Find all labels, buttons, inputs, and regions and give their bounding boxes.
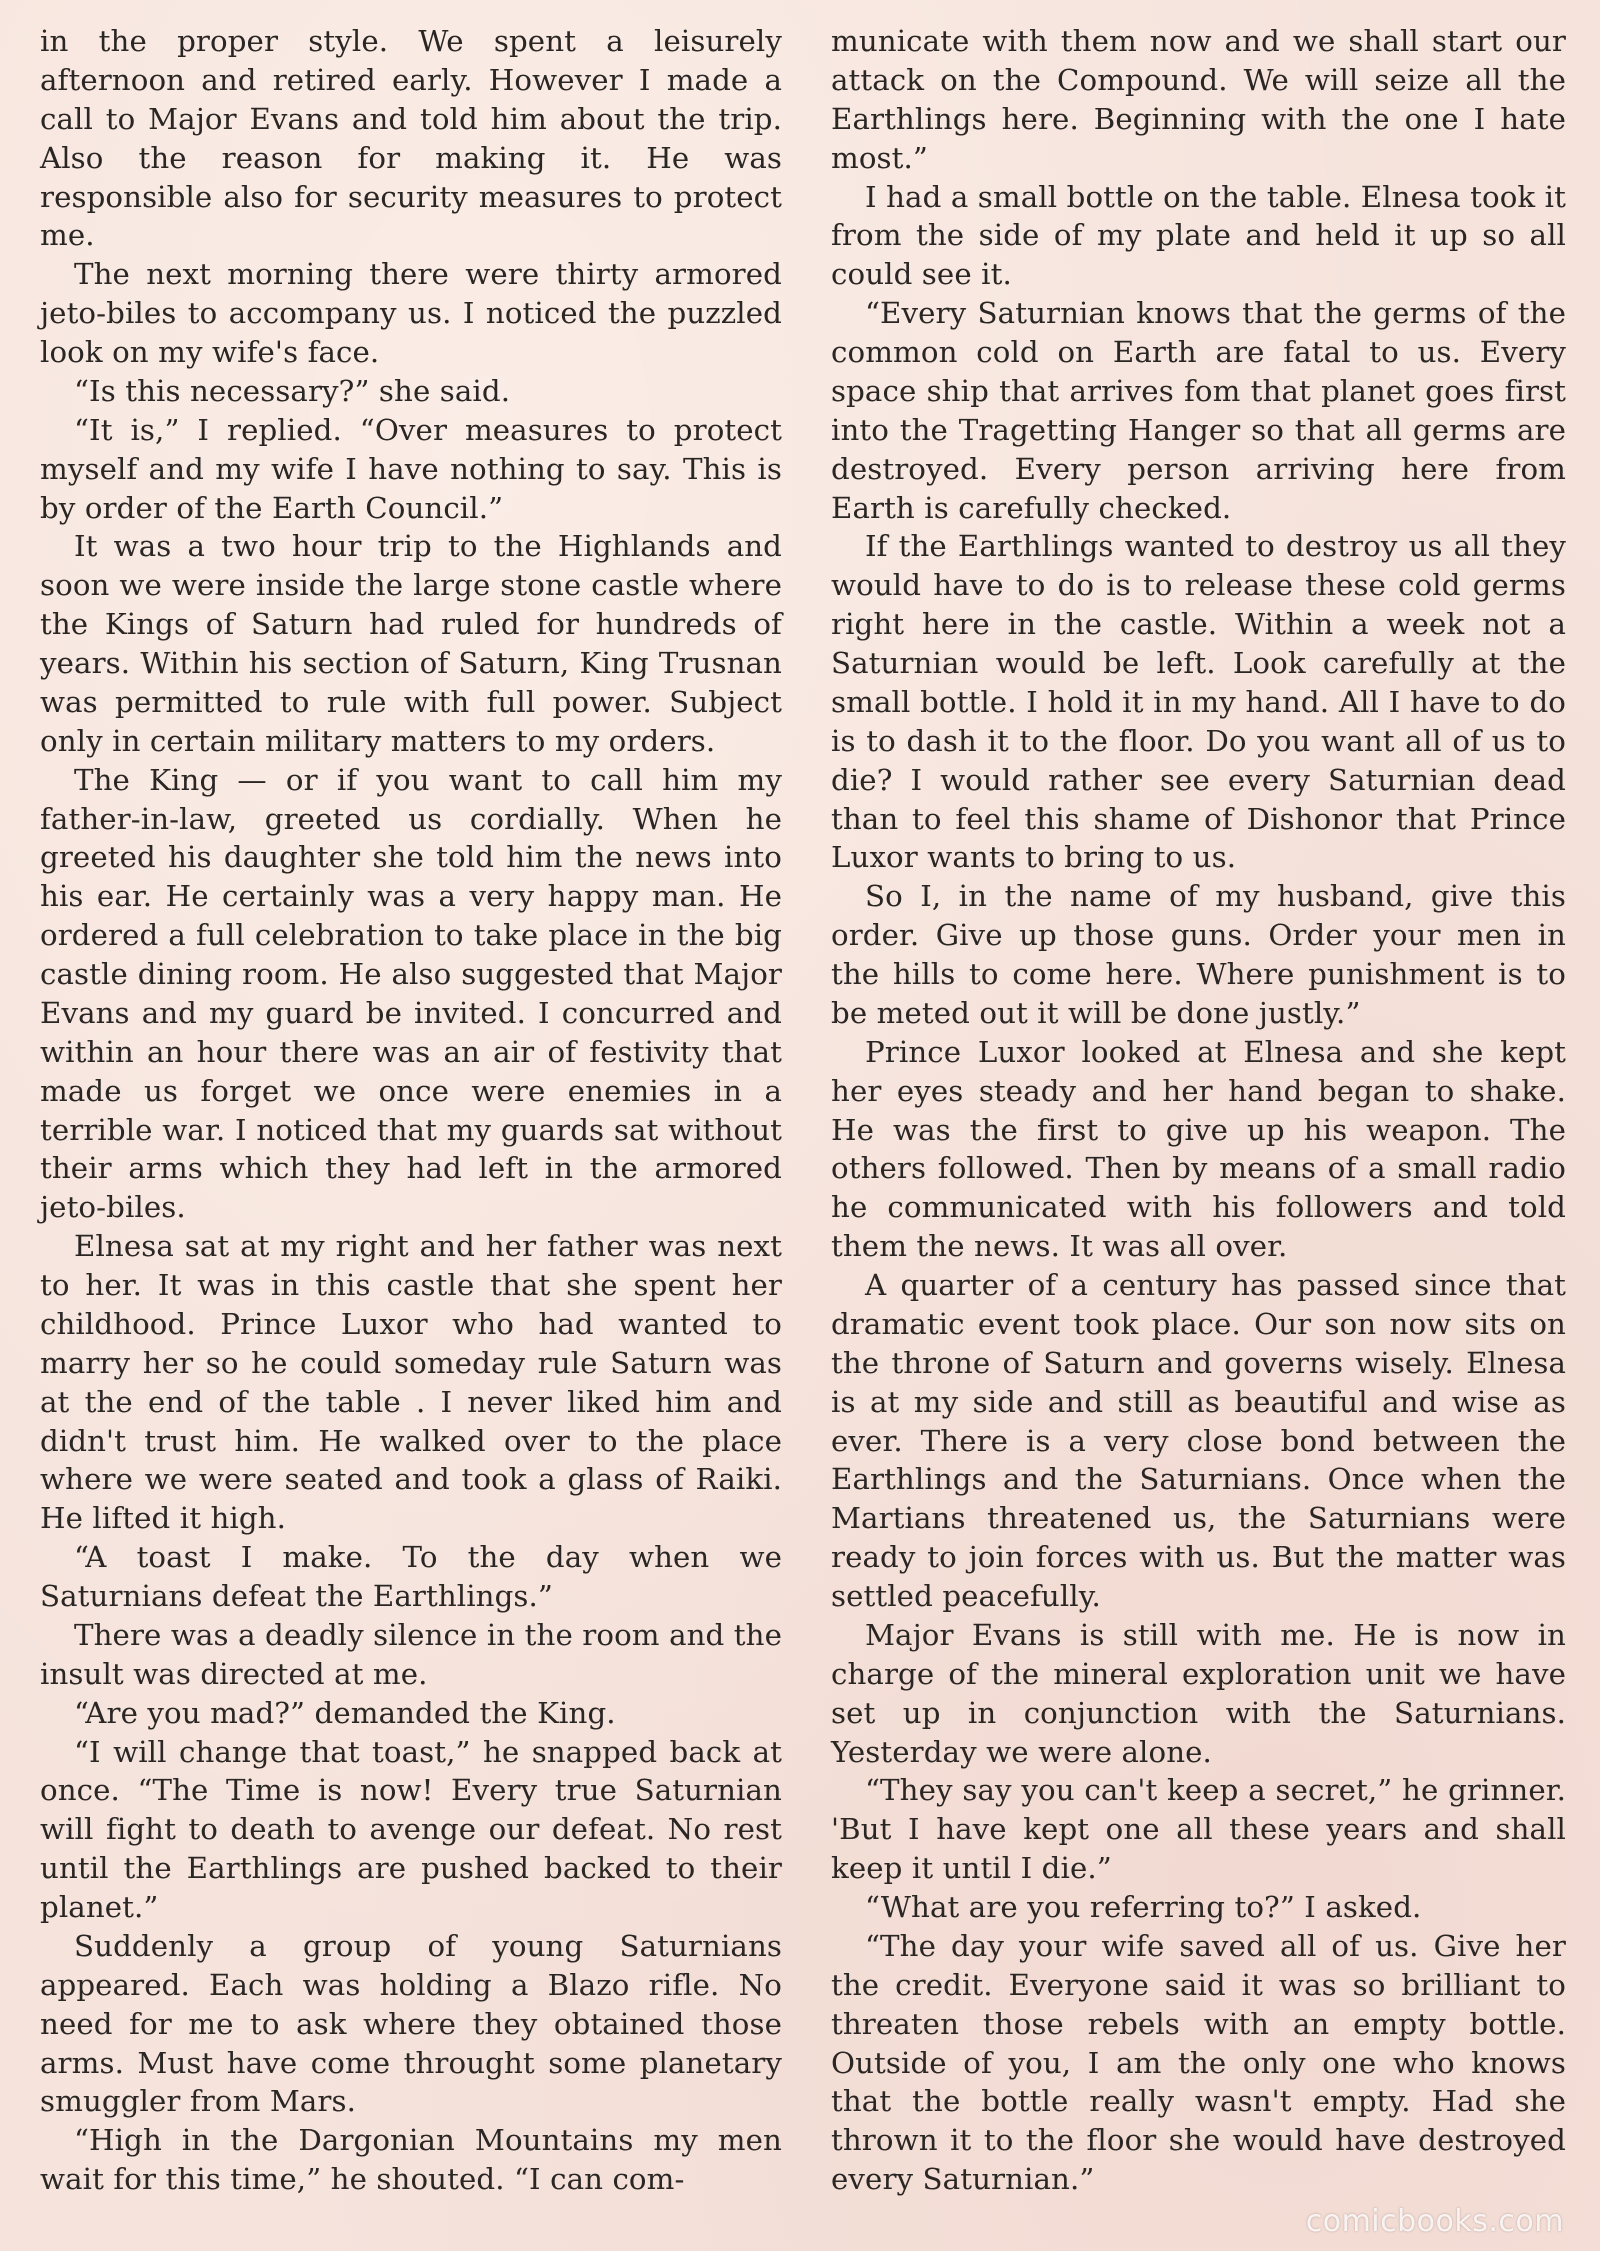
watermark: comicbooks.com xyxy=(1305,2204,1564,2239)
paragraph: “Are you mad?” demanded the King. xyxy=(74,1695,616,1730)
paragraph: So I, in the name of my husband, give this order. Give up those guns. Order your men in the hills to come here. Where punishment is to be meted out it will be done justly.” xyxy=(831,879,1566,1030)
paragraph: “I will change that toast,” he snapped back at once. “The Time is now! Every true Saturnian will fight to death to avenge our defeat. No rest until the Earthlings are pushed backed to their planet.” xyxy=(40,1734,782,1924)
paragraph: in the proper style. We spent a leisurely afternoon and retired early. However I made a call to Major Evans and told him about the trip. Also the reason for making it. He was responsible also for security measures to protect me. xyxy=(40,24,782,253)
paragraph: The next morning there were thirty armored jeto-biles to accompany us. I noticed the puzzled look on my wife's face. xyxy=(40,257,782,369)
paragraph: The King — or if you want to call him my father-in-law, greeted us cordially. When he greeted his daughter she told him the news into his ear. He certainly was a very happy man. He ordered a full celebration to take place in the big castle dining room. He also suggested that Major Evans and my guard be invited. I concurred and within an hour there was an air of festivity that made us forget we once were enemies in a terrible war. I noticed that my guards sat without their arms which they had left in the armored jeto-biles. xyxy=(40,762,782,1225)
paragraph: A quarter of a century has passed since that dramatic event took place. Our son now sits on the throne of Saturn and governs wisely. Elnesa is at my side and still as beautiful and wise as ever. There is a very close bond between the Earthlings and the Saturnians. Once when the Martians threatened us, the Saturnians were ready to join forces with us. But the matter was settled peacefully. xyxy=(831,1268,1566,1613)
paragraph: “A toast I make. To the day when we Saturnians defeat the Earthlings.” xyxy=(40,1540,782,1613)
paragraph: “Is this necessary?” she said. xyxy=(74,373,511,408)
paragraph: “They say you can't keep a secret,” he grinner. 'But I have kept one all these years and shall keep it until I die.” xyxy=(831,1773,1566,1886)
paragraph: Elnesa sat at my right and her father was next to her. It was in this castle that she spent her childhood. Prince Luxor who had wanted to marry her so he could someday rule Saturn was at the end of the table . I never liked him and didn't trust him. He walked over to the place where we were seated and took a glass of Raiki. He lifted it high. xyxy=(40,1229,782,1536)
paragraph: “The day your wife saved all of us. Give her the credit. Everyone said it was so brilliant to threaten those rebels with an empty bottle. Outside of you, I am the only one who knows that the bottle really wasn't empty. Had she thrown it to the floor she would have destroyed every Saturnian.” xyxy=(831,1928,1566,2197)
paragraph: Major Evans is still with me. He is now in charge of the mineral exploration unit we have set up in conjunction with the Saturnians. Yesterday we were alone. xyxy=(831,1617,1566,1769)
paragraph: It was a two hour trip to the Highlands and soon we were inside the large stone castle where the Kings of Saturn had ruled for hundreds of years. Within his section of Saturn, King Trusnan was permitted to rule with full power. Subject only in certain military matters to my orders. xyxy=(40,529,782,758)
paragraph: Suddenly a group of young Saturnians appeared. Each was holding a Blazo rifle. No need for me to ask where they obtained those arms. Must have come throught some planetary smuggler from Mars. xyxy=(40,1928,782,2119)
paragraph: I had a small bottle on the table. Elnesa took it from the side of my plate and held it up so all could see it. xyxy=(831,179,1566,292)
left-text-column xyxy=(40,22,782,2199)
right-text-column xyxy=(831,22,1566,2199)
paragraph: There was a deadly silence in the room and the insult was directed at me. xyxy=(40,1617,782,1691)
paragraph: “High in the Dargonian Mountains my men wait for this time,” he shouted. “I can com- xyxy=(40,2123,782,2197)
paragraph: Prince Luxor looked at Elnesa and she kept her eyes steady and her hand began to shake. He was the first to give up his weapon. The others followed. Then by means of a small radio he communicated with his followers and told them the news. It was all over. xyxy=(831,1034,1566,1264)
paragraph: municate with them now and we shall start our attack on the Compound. We will seize all the Earthlings here. Beginning with the one I hate most.” xyxy=(831,24,1566,175)
paragraph: “Every Saturnian knows that the germs of the common cold on Earth are fatal to us. Every space ship that arrives fom that planet goes first into the Tragetting Hanger so that all germs are destroyed. Every person arriving here from Earth is carefully checked. xyxy=(831,296,1566,525)
paragraph: If the Earthlings wanted to destroy us all they would have to do is to release these cold germs right here in the castle. Within a week not a Saturnian would be left. Look carefully at the small bottle. I hold it in my hand. All I have to do is to dash it to the floor. Do you want all of us to die? I would rather see every Saturnian dead than to feel this shame of Dishonor that Prince Luxor wants to bring to us. xyxy=(831,529,1566,875)
paragraph: “What are you referring to?” I asked. xyxy=(865,1890,1422,1924)
paragraph: “It is,” I replied. “Over measures to protect myself and my wife I have nothing to say. This is by order of the Earth Council.” xyxy=(40,412,782,525)
